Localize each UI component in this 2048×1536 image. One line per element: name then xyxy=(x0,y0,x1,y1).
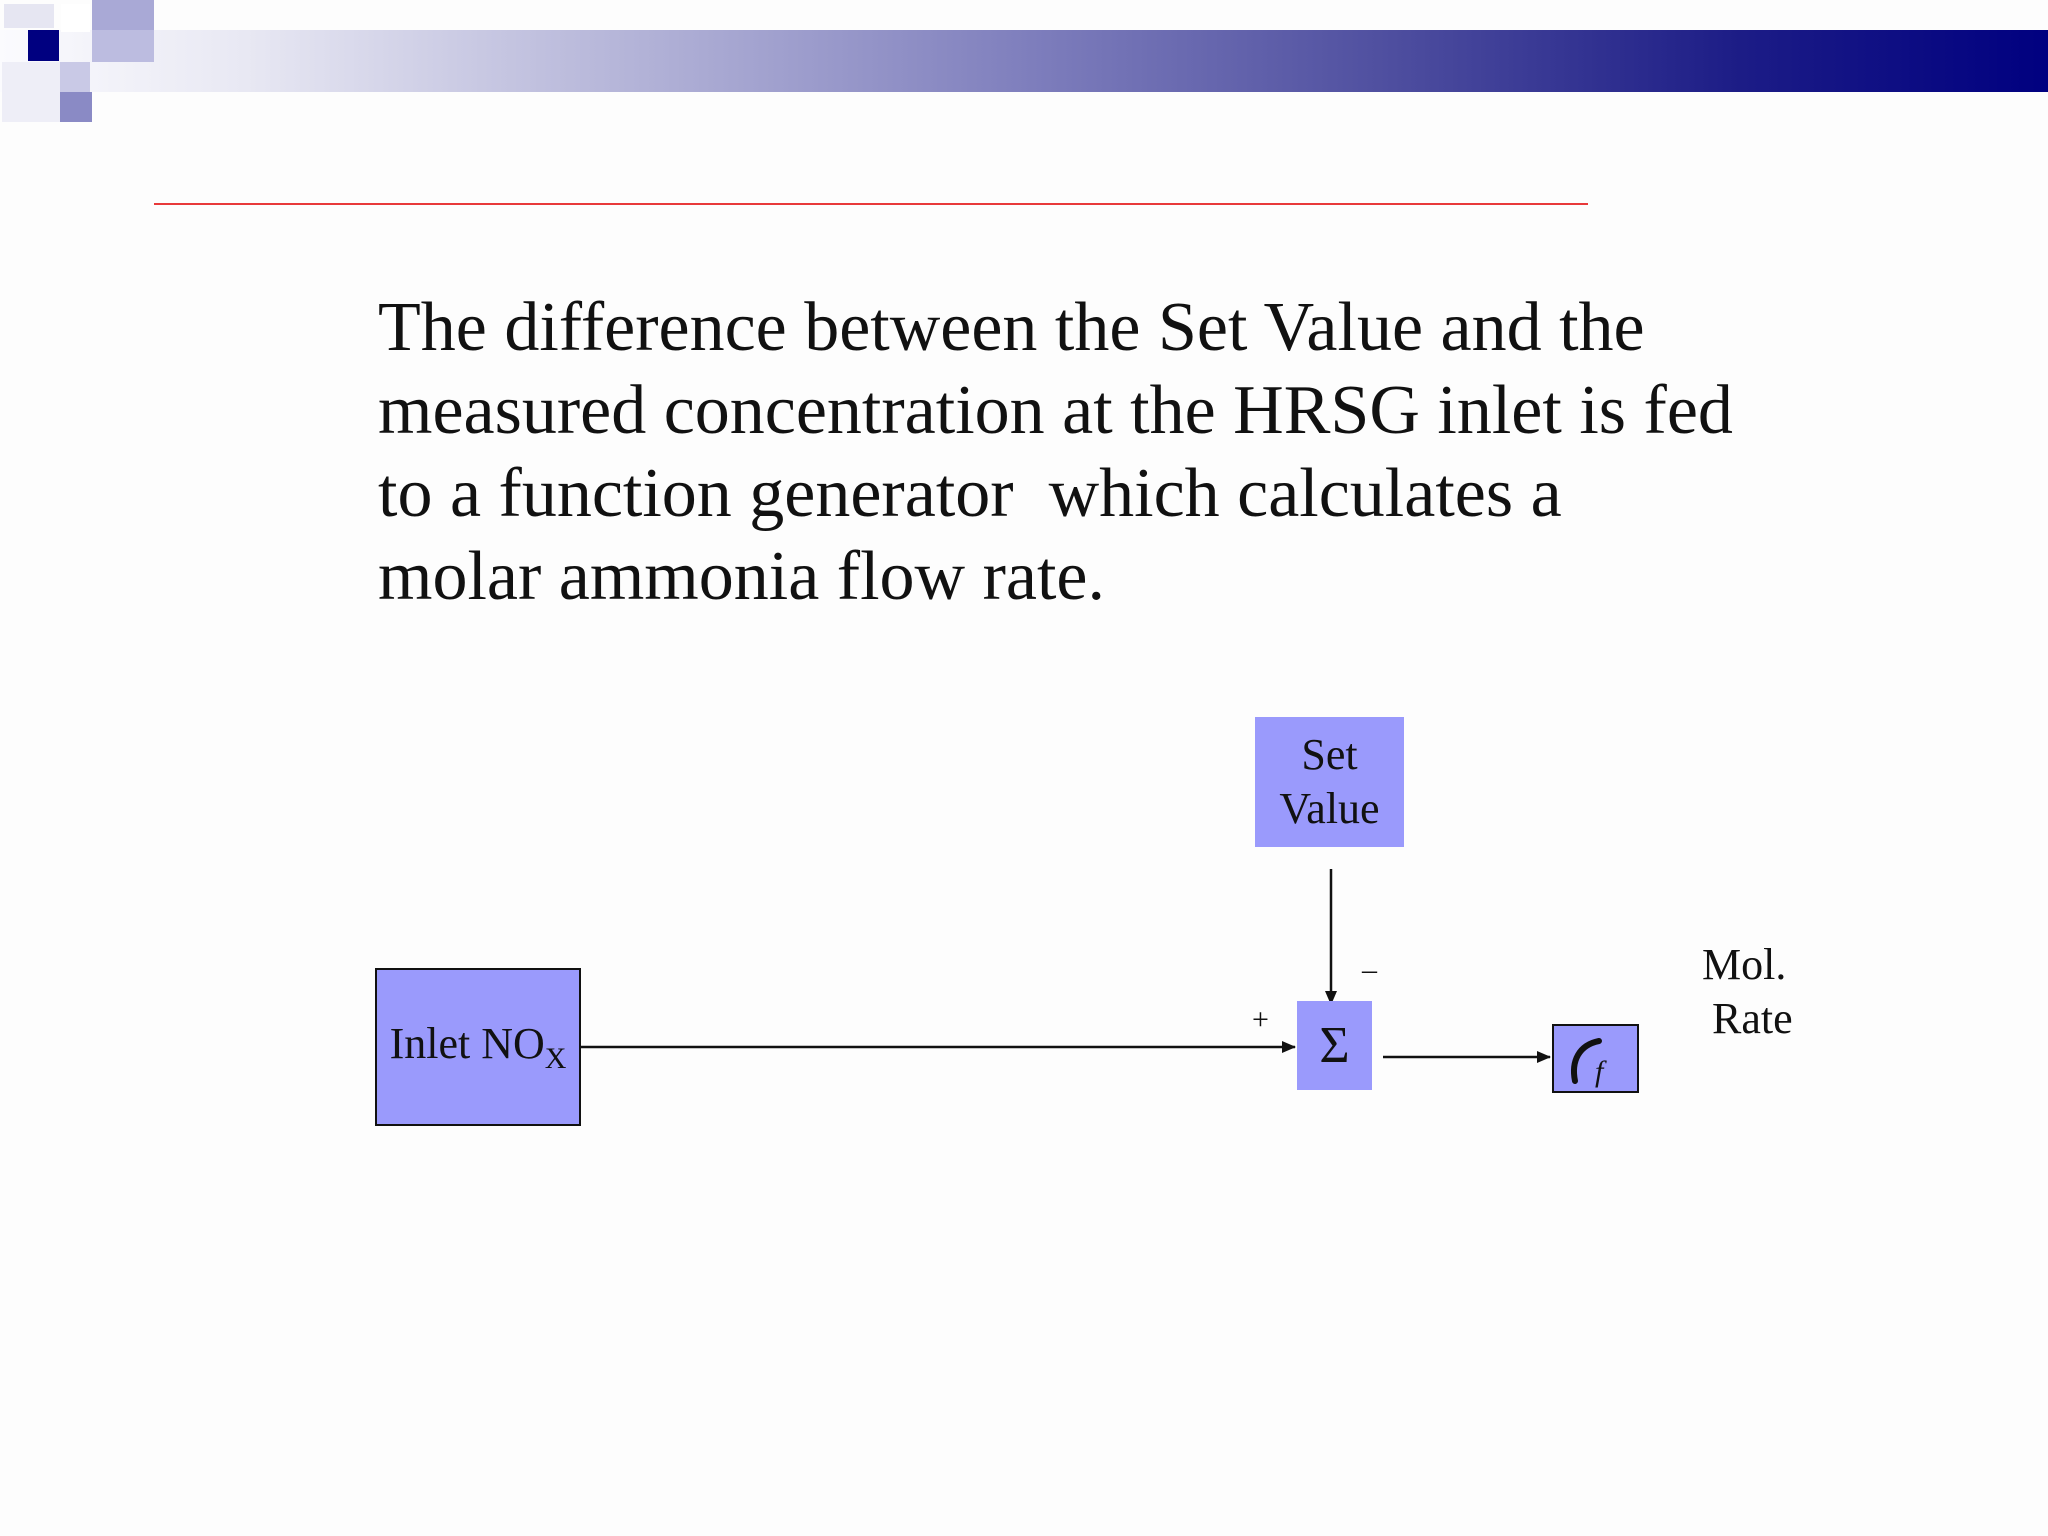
function-symbol: f xyxy=(1594,1054,1603,1088)
set-value-label-line1: Set xyxy=(1301,730,1358,779)
plus-sign: + xyxy=(1252,1003,1269,1036)
function-generator-icon xyxy=(1561,1029,1631,1089)
summing-junction xyxy=(1297,1001,1372,1090)
sigma-symbol: Σ xyxy=(1319,1017,1350,1074)
inlet-label-subscript: X xyxy=(544,1042,567,1075)
output-label-line2: Rate xyxy=(1712,994,1793,1043)
body-line: to a function generator which calculates a xyxy=(378,455,1562,532)
mol-rate-output-label xyxy=(1702,938,1793,1046)
set-value-block xyxy=(1255,717,1404,847)
inlet-label-text: Inlet NO xyxy=(389,1019,545,1068)
body-line: measured concentration at the HRSG inlet is fed xyxy=(378,372,1733,449)
body-line: The difference between the Set Value and the xyxy=(378,289,1645,366)
inlet-nox-block xyxy=(375,968,581,1126)
inlet-nox-label xyxy=(390,1018,567,1076)
output-label-line1: Mol. xyxy=(1702,940,1787,989)
set-value-label-line2: Value xyxy=(1279,784,1380,833)
function-generator-block xyxy=(1552,1024,1639,1093)
body-line: molar ammonia flow rate. xyxy=(378,538,1105,615)
minus-sign: – xyxy=(1362,953,1377,986)
